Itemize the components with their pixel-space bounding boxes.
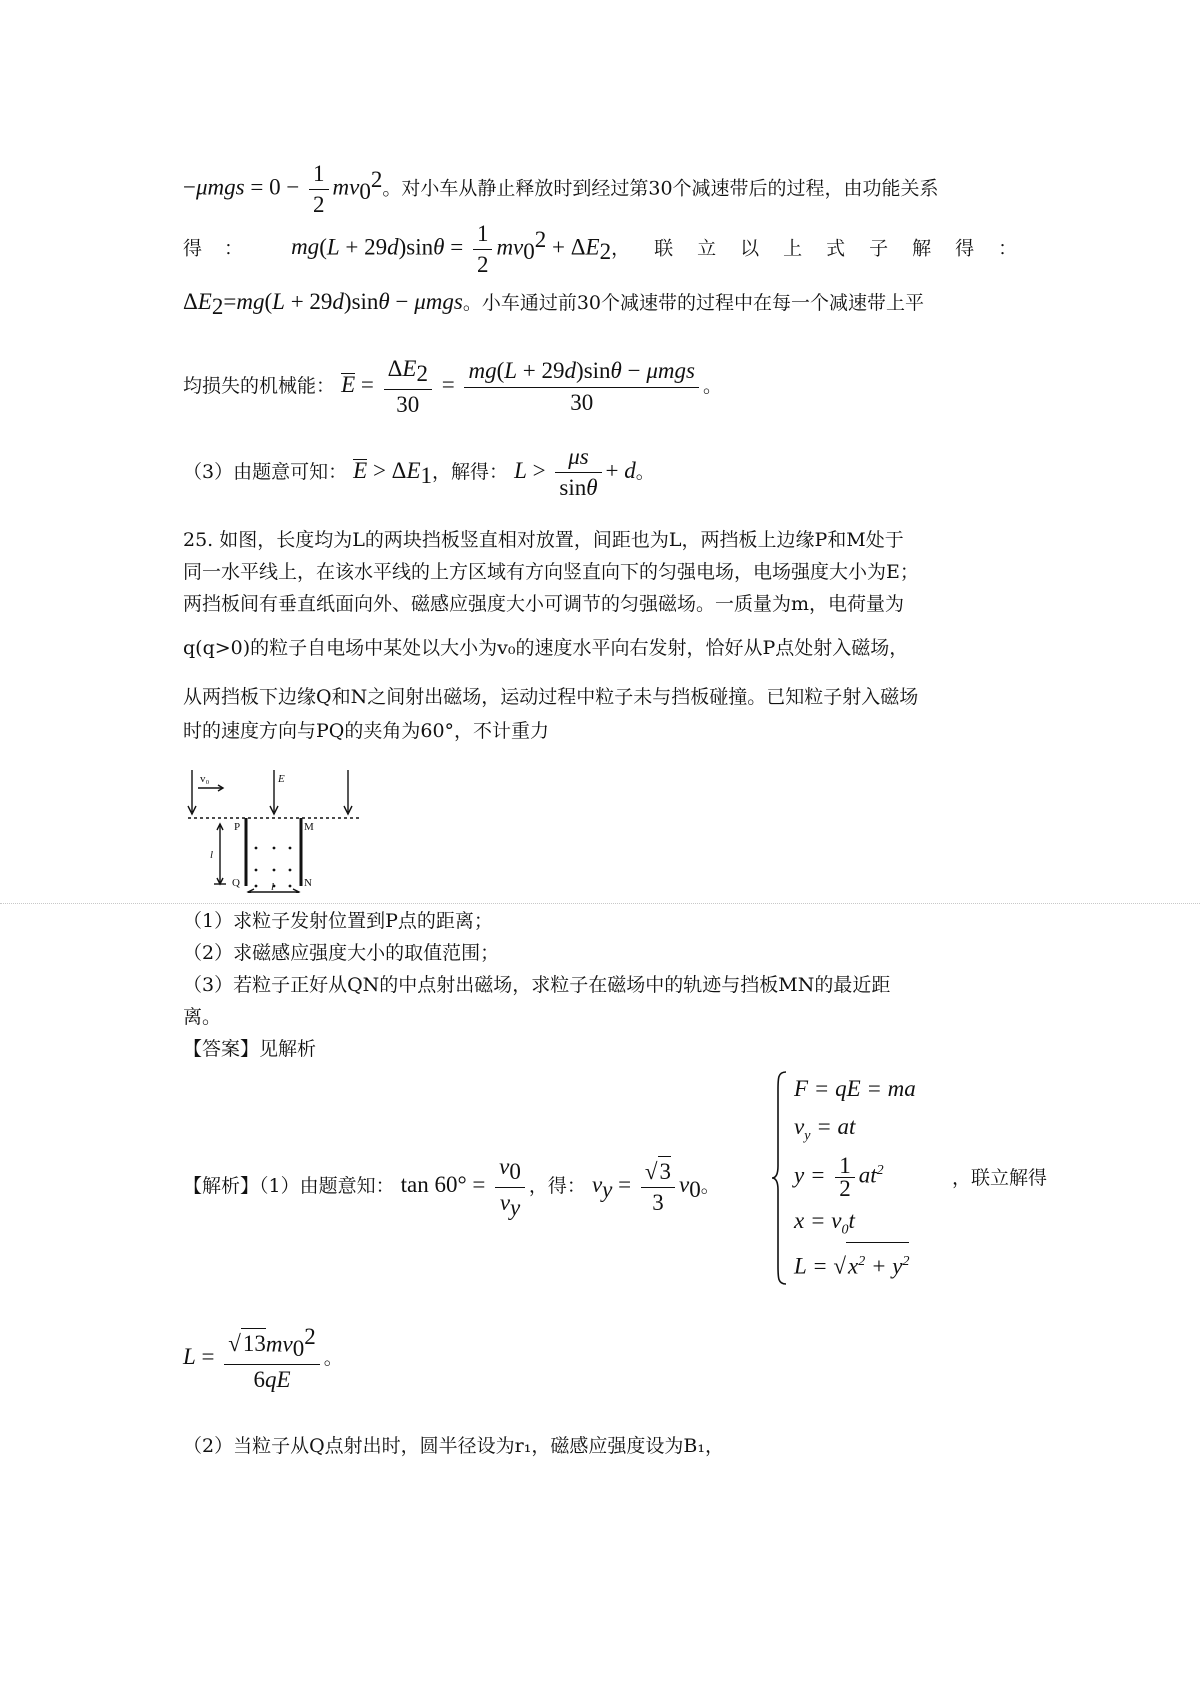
equation-system — [770, 1070, 940, 1286]
system-eq-3: y = $\frac{1}{2}$ $at^2$ — [794, 1152, 884, 1201]
figure-label-l-vertical: l — [210, 849, 214, 861]
solution-line-2: 得： mg(L + 29d)sinθ = $\frac{1}{2}$ $mv_0^2 + \Delta E_2$，联立以上式子解得： — [183, 220, 1042, 277]
analysis-combine-text: ，联立解得 — [952, 1167, 1048, 1189]
system-eq-2: $v_y$ = at — [794, 1114, 856, 1144]
left-brace-icon — [770, 1070, 788, 1286]
solution-line-5: （3）由题意可知： $E > \Delta E_1$，解得： L > $\frac{\mu s}{\sin\theta}$ + d。 — [183, 444, 655, 500]
system-eq-1: F = qE = ma — [794, 1076, 916, 1101]
sub-question-1: （1）求粒子发射位置到P点的距离； — [183, 910, 493, 932]
figure-label-p: P — [234, 821, 241, 833]
q25-line-3: 两挡板间有垂直纸面向外、磁感应强度大小可调节的匀强磁场。一质量为m，电荷量为 — [183, 593, 905, 615]
solution-line-3: $\Delta E_2=mg(L + 29d)\sin\theta - \mu mgs$。小车通过前30个减速带的过程中在每一个减速带上平 — [183, 289, 925, 319]
solution-line-4: 均损失的机械能： E = $\frac{\Delta E_2}{30}$ = $\frac{\text{mg(L + 29d)sinθ − μmgs}}{30}$ 。 — [183, 356, 722, 417]
q25-line-4: q(q>0)的粒子自电场中某处以大小为v₀的速度水平向右发射，恰好从P点处射入磁场， — [183, 637, 909, 659]
sub-question-2: （2）求磁感应强度大小的取值范围； — [183, 942, 500, 964]
system-eq-5: $L = √x^2 + y^2$ — [794, 1242, 909, 1280]
magnetic-field-figure — [186, 768, 366, 893]
q25-line-2: 同一水平线上，在该水平线的上方区域有方向竖直向下的匀强电场，电场强度大小为E； — [183, 561, 919, 583]
figure-label-v0: v₀ — [200, 773, 210, 785]
q25-line-6: 时的速度方向与PQ的夹角为60°，不计重力 — [183, 720, 550, 742]
page-break-separator — [0, 903, 1200, 904]
analysis-part-2: （2）当粒子从Q点射出时，圆半径设为r₁，磁感应强度设为B₁， — [183, 1435, 724, 1457]
sub-question-3a: （3）若粒子正好从QN的中点射出磁场，求粒子在磁场中的轨迹与挡板MN的最近距 — [183, 974, 891, 996]
figure-label-m: M — [304, 821, 314, 833]
figure-label-l-horizontal: l — [271, 881, 275, 893]
q25-line-5: 从两挡板下边缘Q和N之间射出磁场，运动过程中粒子未与挡板碰撞。已知粒子射入磁场 — [183, 686, 919, 708]
answer-line: 【答案】见解析 — [183, 1038, 317, 1060]
solution-line-1: −μmgs = 0 − $\frac{1}{2}$ $mv_0^2$。对小车从静止释放时到经过第30个减速带后的过程，由功能关系 — [183, 160, 939, 217]
figure-label-e: E — [278, 773, 285, 785]
figure-label-n: N — [304, 877, 312, 889]
q25-line-1: 25. 如图，长度均为L的两块挡板竖直相对放置，间距也为L，两挡板上边缘P和M处于 — [183, 529, 904, 551]
sub-question-3b: 离。 — [183, 1006, 222, 1028]
analysis-result: L = $\frac{√13mv_0^2}{6qE}$ 。 — [183, 1324, 343, 1393]
figure-label-q: Q — [232, 877, 240, 889]
system-eq-4: $x = v_0t$ — [794, 1208, 855, 1238]
analysis-line-1: 【解析】（1）由题意知： tan 60° = $\frac{v_0}{v_y}$ ，得： $v_y$ = $\frac{√3}{3}$ $v_0$。 — [183, 1153, 720, 1220]
